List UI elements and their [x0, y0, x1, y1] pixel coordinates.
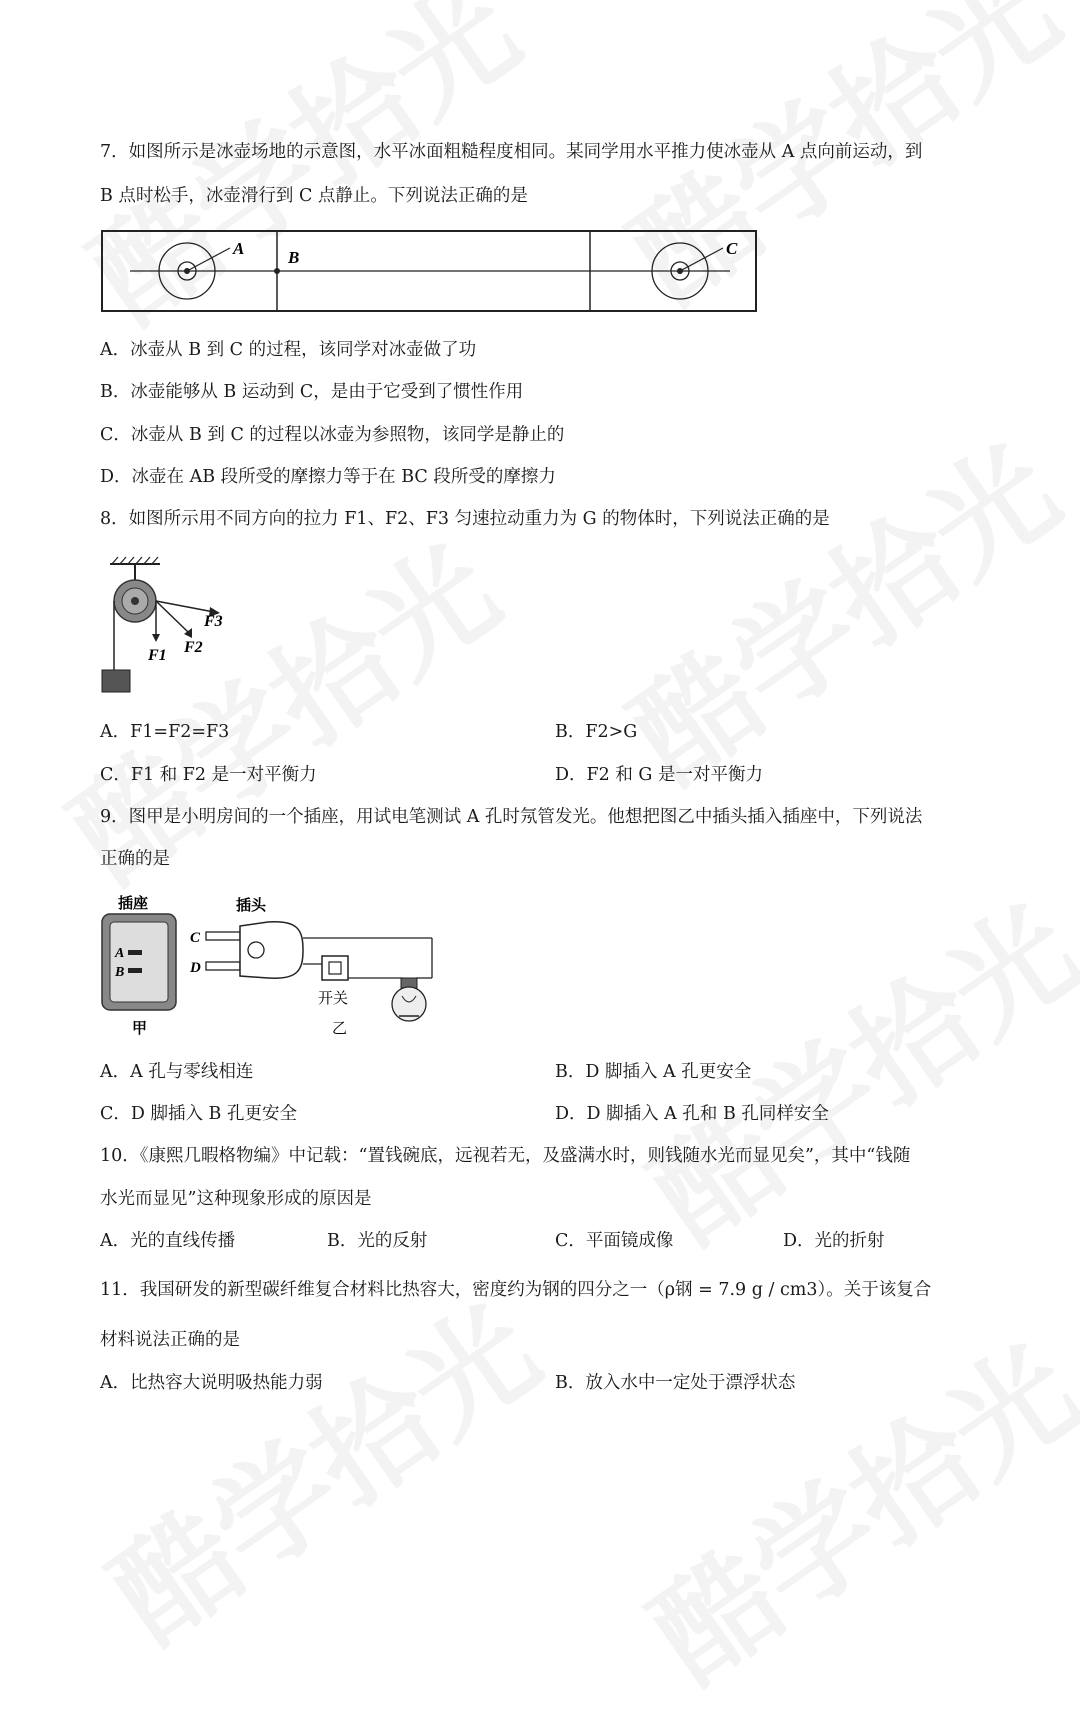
q11-stem-2: 材料说法正确的是: [100, 1330, 240, 1350]
watermark: [74, 1258, 566, 1674]
watermark: [594, 398, 1080, 814]
label-switch: 开关: [318, 989, 349, 1007]
q10-option-d[interactable]: D．光的折射: [783, 1231, 885, 1251]
q9-option-d[interactable]: D．D 脚插入 A 孔和 B 孔同样安全: [555, 1104, 829, 1124]
q9-option-c[interactable]: C．D 脚插入 B 孔更安全: [100, 1104, 297, 1124]
label-a: A: [233, 239, 245, 258]
q11-option-a[interactable]: A．比热容大说明吸热能力弱: [100, 1373, 323, 1393]
q10-option-a[interactable]: A．光的直线传播: [100, 1231, 236, 1251]
q10-stem-2: 水光而显见”这种现象形成的原因是: [100, 1189, 372, 1209]
label-f3: F3: [204, 613, 223, 630]
watermark: [614, 1298, 1080, 1714]
q8-stem: 8．如图所示用不同方向的拉力 F1、F2、F3 匀速拉动重力为 G 的物体时，下列说法正确的是: [100, 509, 830, 529]
q8-option-d[interactable]: D．F2 和 G 是一对平衡力: [555, 765, 763, 785]
label-hole-a: A: [115, 946, 125, 961]
pulley-figure: [98, 556, 238, 696]
label-f1: F1: [148, 647, 167, 664]
q7-stem-2: B 点时松手，冰壶滑行到 C 点静止。下列说法正确的是: [100, 186, 528, 206]
q7-option-a[interactable]: A．冰壶从 B 到 C 的过程，该同学对冰壶做了功: [100, 340, 477, 360]
label-f2: F2: [184, 639, 203, 656]
socket-plug-figure: [98, 890, 443, 1040]
label-c: C: [726, 239, 738, 258]
q7-stem: 7．如图所示是冰壶场地的示意图，水平冰面粗糙程度相同。某同学用水平推力使冰壶从 A 点向前运动，到: [100, 142, 923, 162]
q9-stem-2: 正确的是: [100, 849, 170, 869]
label-pin-c: C: [190, 930, 201, 946]
q9-option-b[interactable]: B．D 脚插入 A 孔更安全: [555, 1062, 752, 1082]
label-b: B: [288, 248, 300, 267]
q10-option-c[interactable]: C．平面镜成像: [555, 1231, 674, 1251]
label-jia: 甲: [132, 1019, 148, 1037]
label-pin-d: D: [190, 960, 201, 976]
q8-option-a[interactable]: A．F1=F2=F3: [100, 722, 230, 742]
q10-option-b[interactable]: B．光的反射: [327, 1231, 428, 1251]
q8-option-b[interactable]: B．F2>G: [555, 722, 638, 742]
q11-stem: 11．我国研发的新型碳纤维复合材料比热容大，密度约为钢的四分之一（ρ钢 = 7.9 g / cm3）。关于该复合: [100, 1280, 932, 1300]
q7-option-c[interactable]: C．冰壶从 B 到 C 的过程以冰壶为参照物，该同学是静止的: [100, 425, 565, 445]
q9-stem: 9．图甲是小明房间的一个插座，用试电笔测试 A 孔时氖管发光。他想把图乙中插头插入插座中，下列说法: [100, 807, 923, 827]
q9-option-a[interactable]: A．A 孔与零线相连: [100, 1062, 254, 1082]
q10-stem: 10．《康熙几暇格物编》中记载：“置钱碗底，远视若无，及盛满水时，则钱随水光而显见矣”，其中“钱随: [100, 1146, 911, 1166]
q11-option-b[interactable]: B．放入水中一定处于漂浮状态: [555, 1373, 796, 1393]
label-yi: 乙: [332, 1019, 348, 1037]
label-socket: 插座: [118, 894, 149, 912]
curling-rink-figure: [100, 228, 760, 316]
q7-option-d[interactable]: D．冰壶在 AB 段所受的摩擦力等于在 BC 段所受的摩擦力: [100, 467, 556, 487]
label-plug: 插头: [236, 896, 267, 914]
label-hole-b: B: [115, 965, 125, 980]
q8-option-c[interactable]: C．F1 和 F2 是一对平衡力: [100, 765, 317, 785]
q7-option-b[interactable]: B．冰壶能够从 B 运动到 C，是由于它受到了惯性作用: [100, 382, 524, 402]
